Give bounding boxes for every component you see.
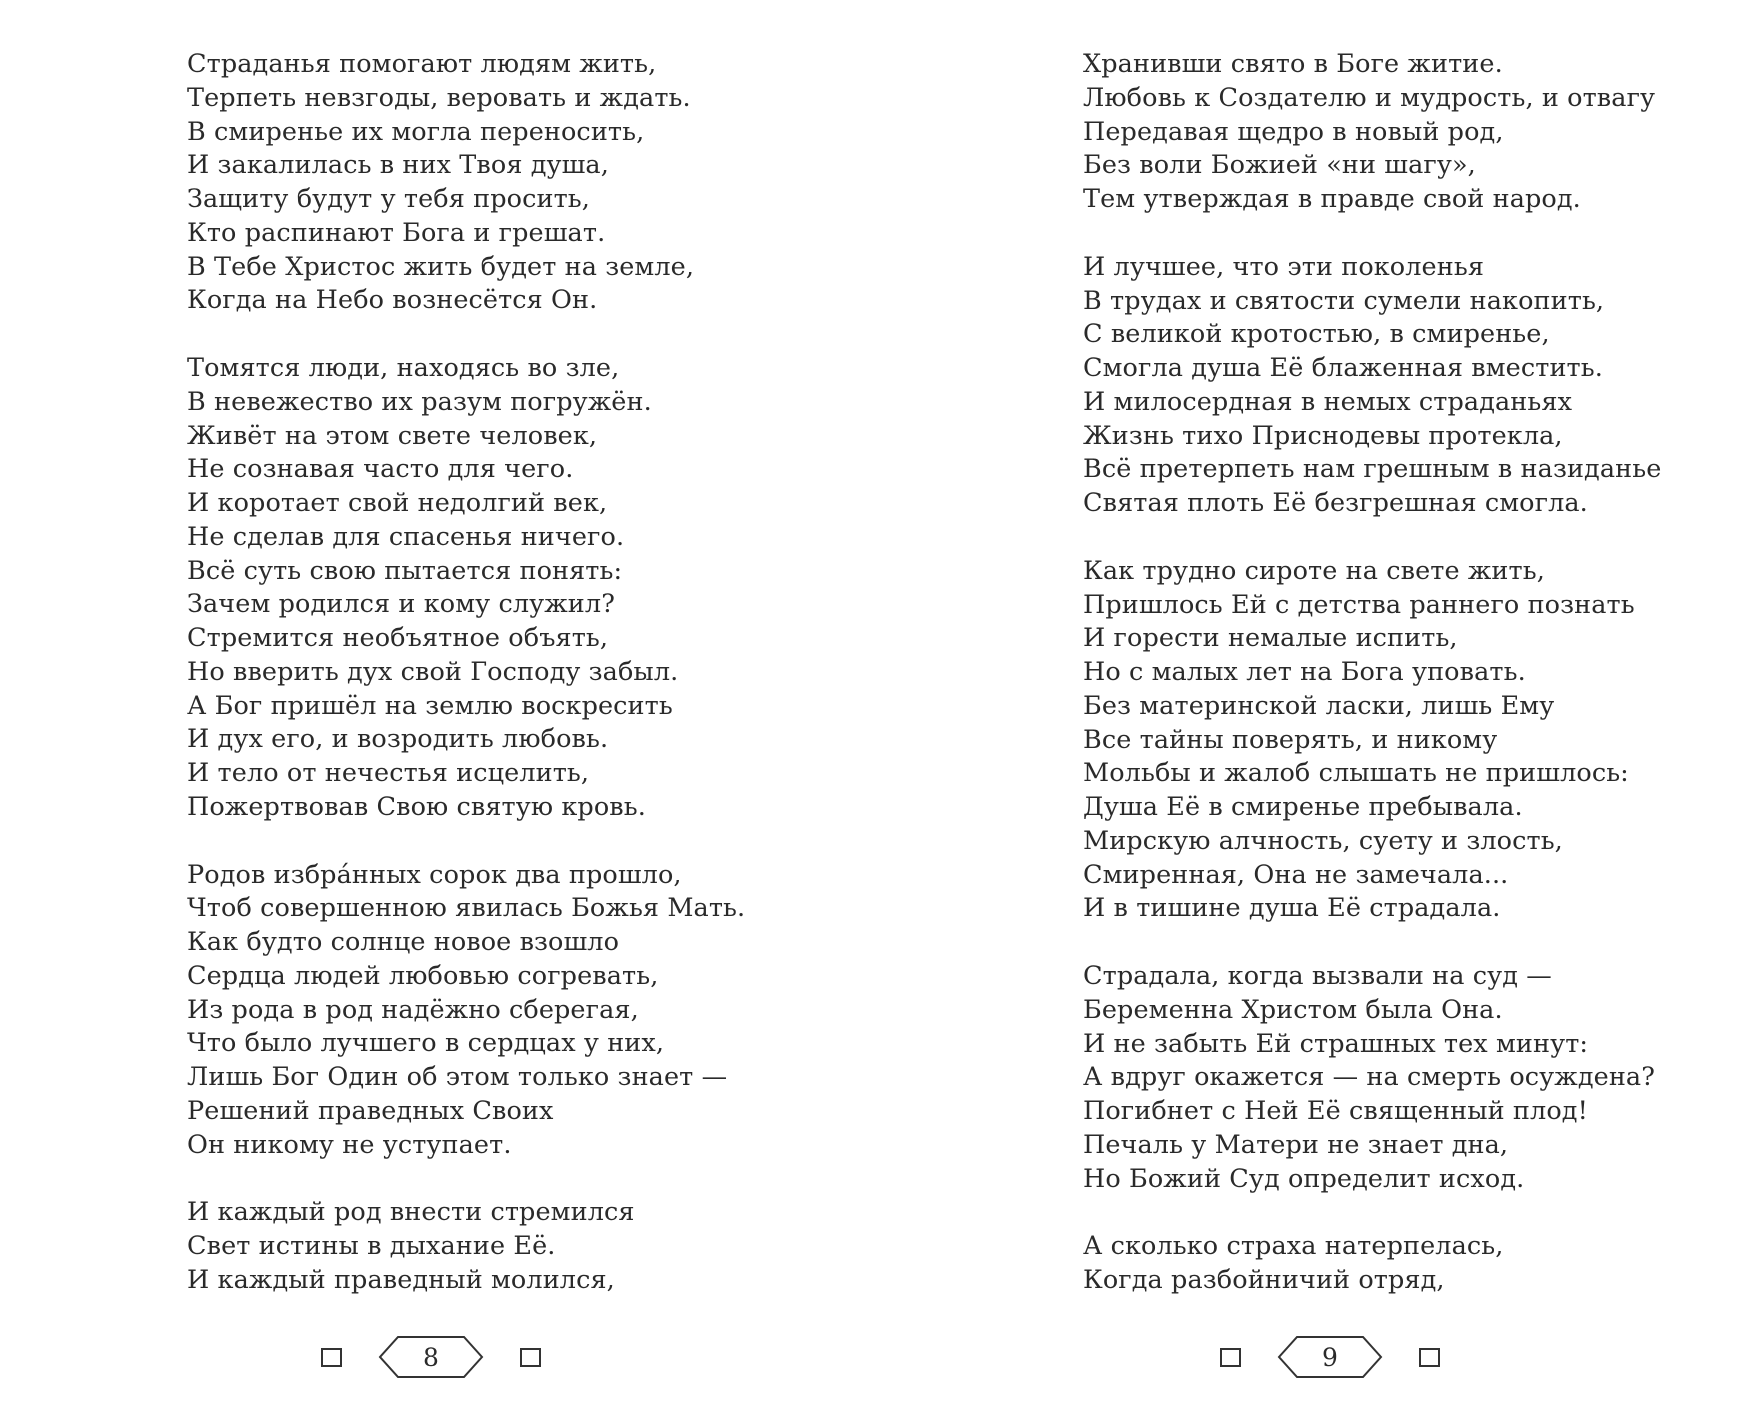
poem-line: Живёт на этом свете человек, xyxy=(187,420,598,451)
poem-line: Терпеть невзгоды, веровать и ждать. xyxy=(187,82,691,113)
poem-line: В смиренье их могла переносить, xyxy=(187,116,645,147)
poem-line: Не сознавая часто для чего. xyxy=(187,454,574,485)
poem-line: Без материнской ласки, лишь Ему xyxy=(1083,690,1555,721)
poem-line: И лучшее, что эти поколенья xyxy=(1083,251,1485,282)
poem-line: Святая плоть Её безгрешная смогла. xyxy=(1083,488,1588,518)
poem-line: Страданья помогают людям жить, xyxy=(187,49,657,79)
poem-line: Беременна Христом была Она. xyxy=(1083,994,1503,1025)
poem-line: И каждый праведный молился, xyxy=(187,1264,615,1295)
poem-line: И коротает свой недолгий век, xyxy=(187,488,608,518)
poem-line: Стремится необъятное объять, xyxy=(187,623,609,653)
poem-line: Сердца людей любовью согревать, xyxy=(187,960,659,991)
poem-line: Печаль у Матери не знает дна, xyxy=(1083,1129,1509,1160)
poem-line: Но вверить дух свой Господу забыл. xyxy=(187,656,679,687)
page-number-frame xyxy=(378,1335,484,1379)
poem-stanza xyxy=(1083,555,1661,926)
poem-stanza xyxy=(187,352,745,825)
poem-stanza xyxy=(1083,251,1661,521)
poem-line: Хранивши свято в Боге житие. xyxy=(1083,49,1503,79)
square-ornament-icon xyxy=(1220,1348,1241,1367)
poem-line: Когда разбойничий отряд, xyxy=(1083,1265,1445,1295)
poem-line: Тем утверждая в правде свой народ. xyxy=(1083,184,1581,214)
poem-line: Без воли Божией «ни шагу», xyxy=(1083,150,1476,181)
poem-line: Жизнь тихо Приснодевы протекла, xyxy=(1083,420,1563,451)
poem-line: А сколько страха натерпелась, xyxy=(1083,1231,1504,1262)
poem-line: Зачем родился и кому служил? xyxy=(187,589,615,620)
poem-line: А Бог пришёл на землю воскресить xyxy=(187,690,673,721)
poem-line: Свет истины в дыхание Её. xyxy=(187,1231,556,1261)
page-number: 8 xyxy=(423,1342,439,1372)
poem-line: Душа Её в смиренье пребывала. xyxy=(1083,792,1523,822)
poem-stanza xyxy=(1083,1230,1661,1298)
poem-line: В невежество их разум погружён. xyxy=(187,386,652,417)
poem-line: Всё претерпеть нам грешным в назиданье xyxy=(1083,454,1662,485)
poem-stanza xyxy=(187,48,745,318)
poem-line: Пришлось Ей с детства раннего познать xyxy=(1083,589,1635,620)
poem-line: Погибнет с Ней Её священный плод! xyxy=(1083,1096,1588,1126)
poem-line: И дух его, и возродить любовь. xyxy=(187,724,609,755)
poem-line: Как будто солнце новое взошло xyxy=(187,927,620,957)
poem-line: В Тебе Христос жить будет на земле, xyxy=(187,251,695,282)
poem-stanza xyxy=(187,1196,745,1297)
right-page-footer xyxy=(1220,1335,1440,1379)
poem-line: И милосердная в немых страданьях xyxy=(1083,386,1573,417)
poem-line: Смиренная, Она не замечала... xyxy=(1083,859,1509,890)
poem-line: Чтоб совершенною явилась Божья Мать. xyxy=(187,893,746,924)
square-ornament-icon xyxy=(321,1348,342,1367)
poem-line: Смогла душа Её блаженная вместить. xyxy=(1083,353,1603,383)
poem-line: Пожертвовав Свою святую кровь. xyxy=(187,791,646,822)
right-page xyxy=(1083,48,1661,1332)
poem-line: Любовь к Создателю и мудрость, и отвагу xyxy=(1083,82,1656,113)
page-number: 9 xyxy=(1322,1342,1338,1372)
poem-line: А вдруг окажется — на смерть осуждена? xyxy=(1083,1062,1655,1093)
poem-line: В трудах и святости сумели накопить, xyxy=(1083,285,1605,316)
poem-line: Всё суть свою пытается понять: xyxy=(187,555,623,586)
poem-stanza xyxy=(1083,960,1661,1196)
poem-line: Как трудно сироте на свете жить, xyxy=(1083,555,1545,586)
square-ornament-icon xyxy=(520,1348,541,1367)
poem-line: И не забыть Ей страшных тех минут: xyxy=(1083,1028,1589,1059)
left-page xyxy=(187,48,745,1332)
poem-line: И тело от нечестья исцелить, xyxy=(187,758,590,788)
poem-line: Передавая щедро в новый род, xyxy=(1083,116,1504,147)
poem-stanza xyxy=(1083,48,1661,217)
poem-line: С великой кротостью, в смиренье, xyxy=(1083,319,1550,350)
poem-line: Но с малых лет на Бога уповать. xyxy=(1083,657,1526,687)
poem-line: Не сделав для спасенья ничего. xyxy=(187,521,625,552)
poem-line: Мольбы и жалоб слышать не пришлось: xyxy=(1083,758,1629,789)
poem-line: Родов избра́нных сорок два прошло, xyxy=(187,859,682,890)
poem-line: Мирскую алчность, суету и злость, xyxy=(1083,825,1563,856)
poem-line: И каждый род внести стремился xyxy=(187,1197,635,1228)
poem-line: Защиту будут у тебя просить, xyxy=(187,184,590,214)
poem-line: Что было лучшего в сердцах у них, xyxy=(187,1028,665,1059)
poem-stanza xyxy=(187,859,745,1163)
poem-line: Он никому не уступает. xyxy=(187,1129,512,1160)
poem-line: Но Божий Суд определит исход. xyxy=(1083,1163,1525,1194)
poem-line: И закалилась в них Твоя душа, xyxy=(187,150,609,181)
page-number-frame xyxy=(1277,1335,1383,1379)
poem-line: Когда на Небо вознесётся Он. xyxy=(187,285,598,316)
poem-line: Из рода в род надёжно сберегая, xyxy=(187,994,639,1025)
left-page-footer xyxy=(321,1335,541,1379)
poem-line: Страдала, когда вызвали на суд — xyxy=(1083,961,1552,991)
poem-line: И горести немалые испить, xyxy=(1083,623,1458,654)
poem-line: Томятся люди, находясь во зле, xyxy=(187,353,620,383)
square-ornament-icon xyxy=(1419,1348,1440,1367)
poem-line: Все тайны поверять, и никому xyxy=(1083,724,1498,755)
poem-line: Лишь Бог Один об этом только знает — xyxy=(187,1062,728,1092)
poem-line: Решений праведных Своих xyxy=(187,1095,554,1126)
poem-line: И в тишине душа Её страдала. xyxy=(1083,893,1501,924)
poem-line: Кто распинают Бога и грешат. xyxy=(187,217,606,248)
